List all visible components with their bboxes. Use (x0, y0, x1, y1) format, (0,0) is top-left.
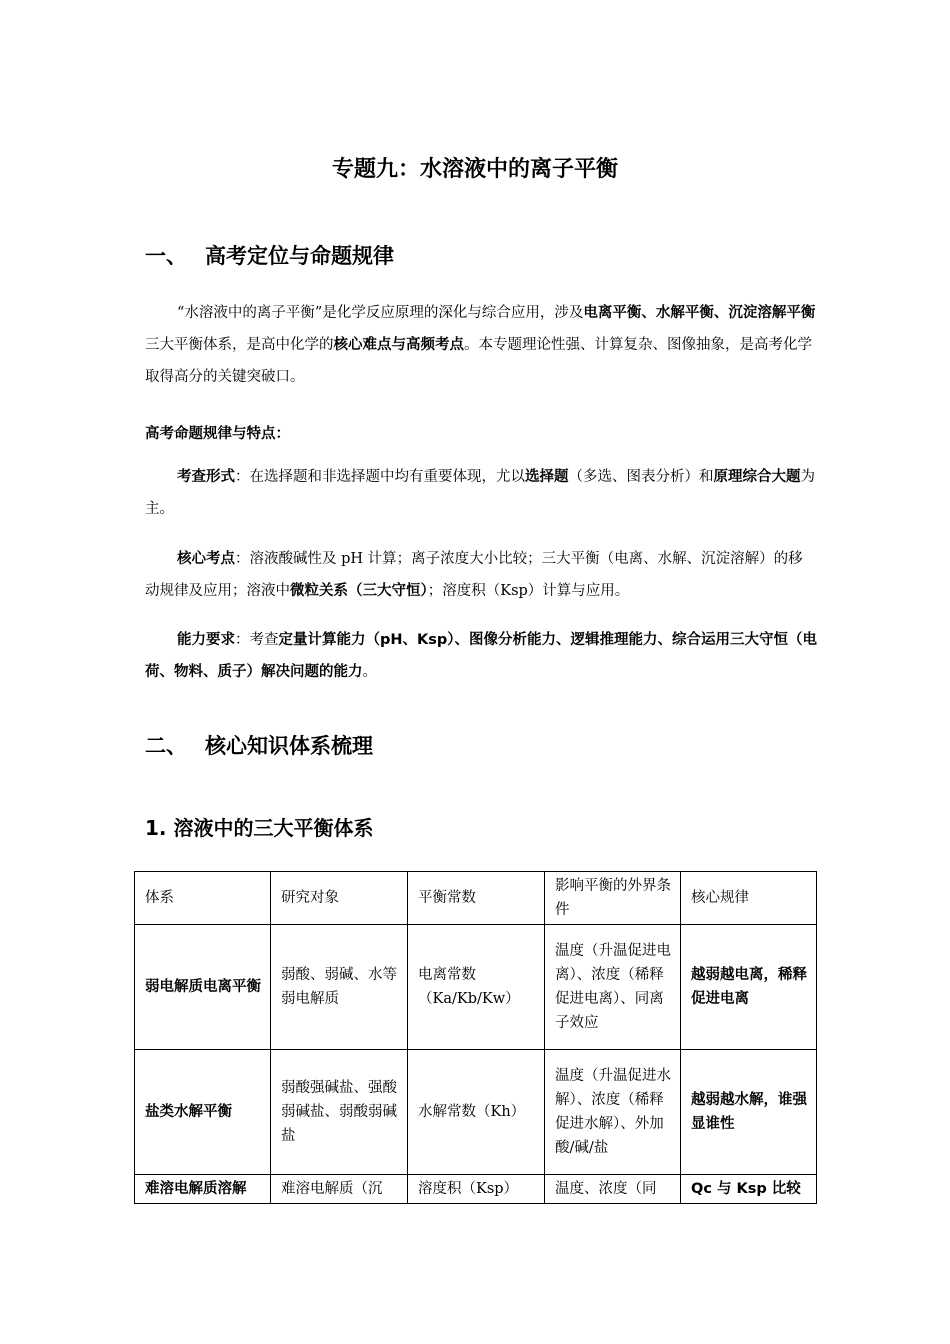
table-header-row (135, 872, 817, 925)
section-number: 一、 (145, 244, 187, 268)
text-run: ：溶液酸碱性及 pH 计算；离子浓度大小比较；三大平衡（电离、水解、沉淀溶解）的移动规律及应用；溶液中 (145, 551, 803, 599)
table-header: 研究对象 (271, 872, 408, 925)
subsection-heading: 1. 溶液中的三大平衡体系 (145, 816, 374, 840)
table-header: 体系 (135, 872, 271, 925)
section-number: 二、 (145, 734, 187, 758)
table-cell: 溶度积（Ksp） (408, 1175, 545, 1204)
page-title: 专题九：水溶液中的离子平衡 (331, 157, 618, 182)
text-run: 。 (362, 664, 377, 680)
table-cell: 温度（升温促进水解）、浓度（稀释促进水解）、外加酸/碱/盐 (545, 1050, 681, 1175)
bold-text: 微粒关系（三大守恒） (290, 583, 428, 599)
section-title: 高考定位与命题规律 (205, 244, 394, 268)
table-cell: 弱酸、弱碱、水等弱电解质 (271, 925, 408, 1050)
text-run: ：考查 (235, 632, 279, 648)
bold-text: 原理综合大题 (713, 469, 801, 485)
text-run: 。本专题理论性强、计算复杂、图像抽象，是高考化学取得高分的关键突破口。 (145, 337, 812, 385)
table-cell: Qc 与 Ksp 比较 (681, 1175, 817, 1204)
bold-text: 能力要求 (177, 632, 235, 648)
table-cell: 越弱越电离，稀释促进电离 (681, 925, 817, 1050)
text-run: 为主。 (145, 469, 815, 517)
table-header: 影响平衡的外界条件 (545, 872, 681, 925)
section-heading-2 (145, 730, 373, 760)
ability-paragraph (145, 624, 817, 688)
text-run: “水溶液中的离子平衡”是化学反应原理的深化与综合应用，涉及 (177, 305, 584, 321)
intro-paragraph (145, 297, 817, 393)
bold-text: 选择题 (525, 469, 569, 485)
section-heading-1 (145, 240, 394, 270)
table-row (135, 1175, 817, 1204)
text-run: ：在选择题和非选择题中均有重要体现，尤以 (235, 469, 525, 485)
table-cell: 弱酸强碱盐、强酸弱碱盐、弱酸弱碱盐 (271, 1050, 408, 1175)
bold-text: 核心考点 (177, 551, 235, 567)
table-cell: 难溶电解质（沉 (271, 1175, 408, 1204)
exam-form-paragraph (145, 461, 817, 525)
table-cell: 越弱越水解，谁强显谁性 (681, 1050, 817, 1175)
equilibrium-table (134, 871, 817, 1204)
table-cell: 电离常数（Ka/Kb/Kw） (408, 925, 545, 1050)
table-header: 平衡常数 (408, 872, 545, 925)
table-header: 核心规律 (681, 872, 817, 925)
text-run: ；溶度积（Ksp）计算与应用。 (427, 583, 630, 599)
rules-title: 高考命题规律与特点： (145, 426, 290, 442)
section-title: 核心知识体系梳理 (205, 734, 373, 758)
table-cell: 盐类水解平衡 (135, 1050, 271, 1175)
table-cell: 温度、浓度（同 (545, 1175, 681, 1204)
table-row (135, 1050, 817, 1175)
table-cell: 难溶电解质溶解 (135, 1175, 271, 1204)
core-points-paragraph (145, 543, 817, 607)
bold-text: 考查形式 (177, 469, 235, 485)
text-run: （多选、图表分析）和 (568, 469, 714, 485)
bold-text: 定量计算能力（pH、Ksp）、图像分析能力、逻辑推理能力、综合运用三大守恒（电荷、物料、质子）解决问题的能力 (145, 632, 818, 680)
table-cell: 温度（升温促进电离）、浓度（稀释促进电离）、同离子效应 (545, 925, 681, 1050)
text-run: 三大平衡体系，是高中化学的 (145, 337, 334, 353)
table-cell: 水解常数（Kh） (408, 1050, 545, 1175)
bold-text: 电离平衡、水解平衡、沉淀溶解平衡 (583, 305, 816, 321)
table-row (135, 925, 817, 1050)
bold-text: 核心难点与高频考点 (333, 337, 464, 353)
table-cell: 弱电解质电离平衡 (135, 925, 271, 1050)
